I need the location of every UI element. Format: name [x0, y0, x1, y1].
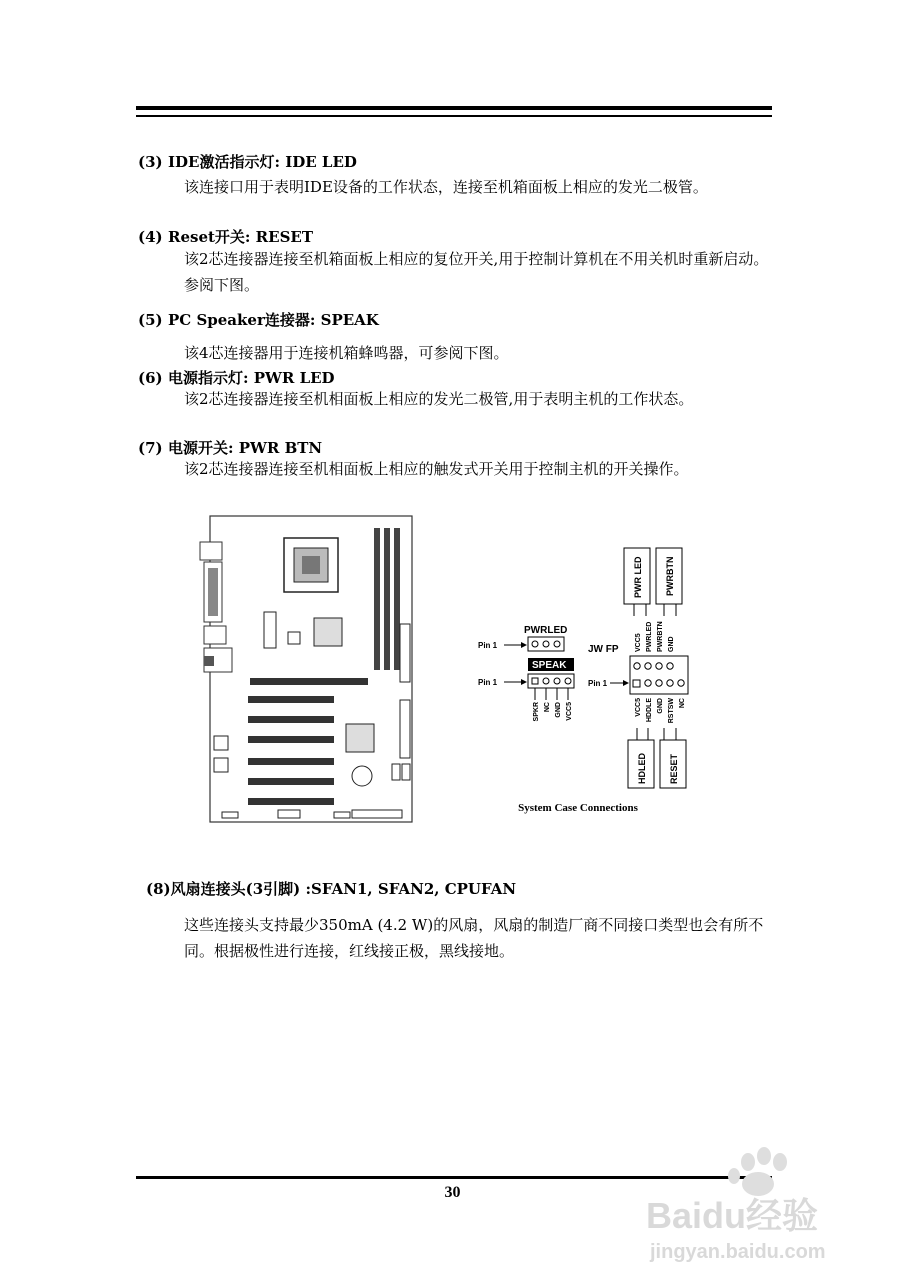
pwrled-pin1-label: Pin 1 [478, 641, 498, 650]
baidu-watermark [640, 1140, 870, 1270]
section-5-text: 该4芯连接器用于连接机箱蜂鸣器，可参阅下图。 [184, 344, 509, 362]
section-5-title: PC Speaker连接器: SPEAK [168, 311, 379, 329]
section-5-number: (5) [138, 311, 163, 329]
section-8-text: 这些连接头支持最少350mA (4.2 W)的风扇，风扇的制造厂商不同接口类型也会有所不同。根据极性进行连接，红线接正极，黑线接地。 [184, 916, 764, 960]
speak-pin1-label: Pin 1 [478, 678, 498, 687]
section-4-title: Reset开关: RESET [168, 228, 314, 246]
section-4-number: (4) [138, 228, 163, 246]
jwfp-top-pwrbtn: PWRBTN [657, 621, 664, 652]
section-8-number: (8) [146, 880, 171, 898]
jwfp-bot-rstsw: RSTSW [668, 698, 675, 724]
jwfp-top-gnd: GND [668, 636, 675, 652]
jwfp-header [630, 656, 688, 694]
diagram-caption: System Case Connections [518, 802, 638, 814]
jwfp-pin1-label: Pin 1 [588, 679, 608, 688]
section-6-title: 电源指示灯: PWR LED [168, 369, 335, 387]
section-4-text: 该2芯连接器连接至机箱面板上相应的复位开关,用于控制计算机在不用关机时重新启动。参阅下图。 [184, 250, 769, 294]
pwr-led-box-label: PWR LED [633, 556, 643, 598]
section-6-text: 该2芯连接器连接至机相面板上相应的发光二极管,用于表明主机的工作状态。 [184, 390, 694, 408]
section-5-heading [138, 309, 379, 330]
hdled-box-label: HDLED [637, 753, 647, 784]
section-4-heading [138, 226, 313, 247]
jwfp-top-pwrled: PWRLED [646, 621, 653, 652]
jwfp-bot-vcc5: VCC5 [635, 698, 642, 717]
section-6-heading [138, 367, 335, 388]
speak-pin-spkr: SPKR [533, 702, 540, 722]
section-8-heading [146, 878, 516, 899]
section-7-title: 电源开关: PWR BTN [168, 439, 323, 457]
watermark-brand: Baidu经验 [646, 1195, 819, 1236]
pwrled-label: PWRLED [524, 625, 568, 636]
section-7-text: 该2芯连接器连接至机相面板上相应的触发式开关用于控制主机的开关操作。 [184, 460, 689, 478]
speak-label: SPEAK [532, 660, 567, 671]
header-rule-thin [136, 115, 772, 117]
section-3-number: (3) [138, 153, 163, 171]
reset-box-label: RESET [669, 753, 679, 784]
header-rule-thick [136, 106, 772, 110]
pwrbtn-box-label: PWRBTN [665, 556, 675, 596]
jwfp-label: JW FP [588, 644, 619, 655]
section-7-number: (7) [138, 439, 163, 457]
jwfp-bot-gnd: GND [657, 698, 664, 714]
system-case-connections-diagram [470, 540, 710, 800]
page-number: 30 [444, 1184, 461, 1201]
speak-pin-vcc5: VCC5 [566, 702, 573, 721]
jwfp-top-vcc5: VCC5 [635, 633, 642, 652]
jwfp-bot-hddle: HDDLE [646, 698, 653, 723]
section-3-text: 该连接口用于表明IDE设备的工作状态，连接至机箱面板上相应的发光二极管。 [184, 178, 708, 196]
section-6-number: (6) [138, 369, 163, 387]
section-7-heading [138, 437, 322, 458]
section-3-title: IDE激活指示灯: IDE LED [168, 153, 357, 171]
speak-pin-nc: NC [544, 702, 551, 713]
speak-pin-gnd: GND [555, 702, 562, 718]
watermark-url: jingyan.baidu.com [650, 1241, 826, 1263]
section-8-title: 风扇连接头(3引脚) :SFAN1, SFAN2, CPUFAN [170, 880, 517, 898]
section-3-heading [138, 151, 357, 172]
jwfp-bot-nc: NC [679, 698, 686, 709]
motherboard-layout-diagram [198, 514, 416, 826]
